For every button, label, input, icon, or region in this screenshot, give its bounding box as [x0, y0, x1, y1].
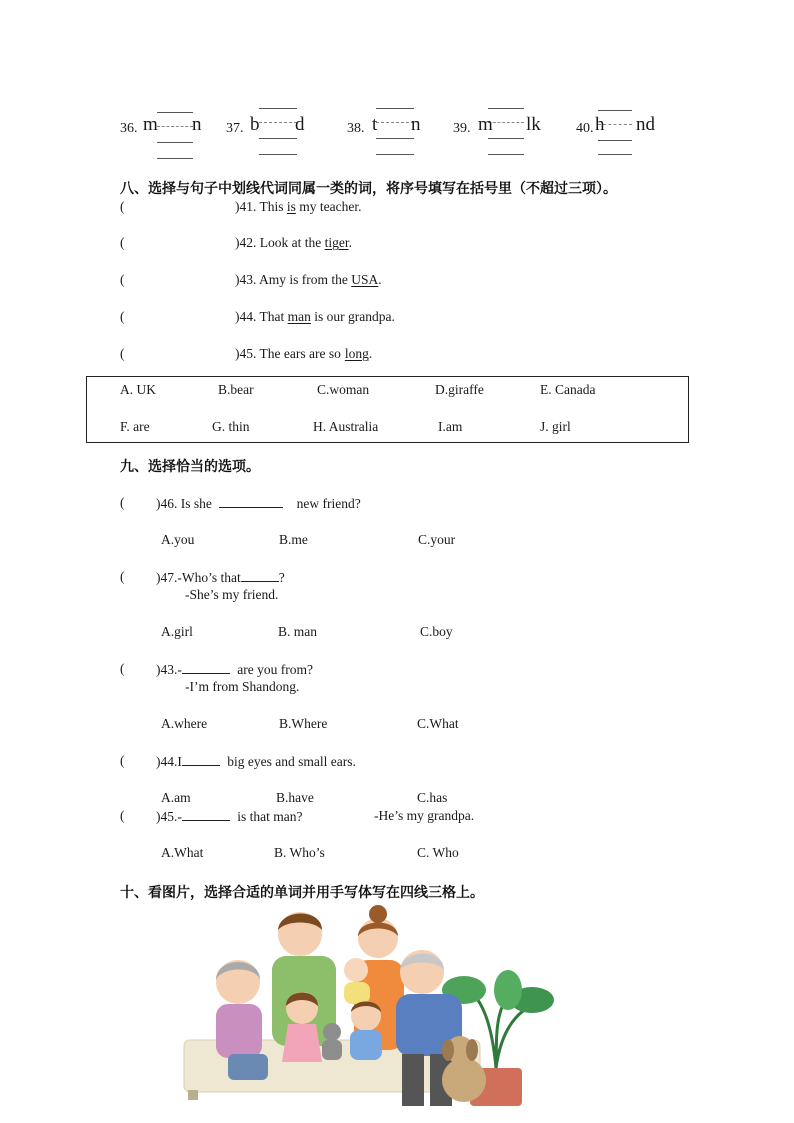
question-text: Amy is from the — [259, 272, 348, 287]
question-text: This — [259, 199, 284, 214]
choice-b: B.me — [279, 532, 308, 547]
choice-a: A.where — [161, 716, 208, 731]
word-options-box — [86, 376, 689, 443]
section-8-title: 八、选择与句子中划线代词同属一类的词，将序号填写在括号里（不超过三项）。 — [120, 181, 617, 197]
question-43 — [235, 272, 382, 288]
family-illustration — [182, 904, 562, 1116]
four-line-grid[interactable] — [259, 104, 297, 160]
answer-bracket[interactable]: ( — [120, 272, 125, 287]
underlined-word: long — [344, 346, 369, 361]
question-text: . — [378, 272, 382, 287]
letter-suffix: n — [192, 114, 202, 135]
section-10-title: 十、看图片，选择合适的单词并用手写体写在四线三格上。 — [120, 885, 484, 901]
plant-leaf — [494, 970, 522, 1010]
question-number: )44. — [235, 309, 257, 324]
dog — [442, 1058, 486, 1102]
girl-dress — [282, 1024, 322, 1062]
cat — [323, 1023, 341, 1041]
answer-blank[interactable] — [182, 753, 220, 766]
letter-suffix: lk — [526, 114, 541, 135]
option-h: H. Australia — [313, 419, 379, 434]
option-j: J. girl — [540, 419, 571, 434]
question-number: )41. — [235, 199, 257, 214]
answer-bracket[interactable]: ( — [120, 235, 125, 250]
dialogue-reply: -She’s my friend. — [185, 587, 279, 602]
question-44 — [235, 309, 395, 325]
choice-b: B.have — [276, 790, 314, 805]
option-a: A. UK — [120, 382, 156, 397]
question-text: That — [259, 309, 285, 324]
question-text: The ears are so — [259, 346, 341, 361]
choice-a: A.am — [161, 790, 191, 805]
question-44-b — [156, 753, 356, 770]
question-number: )42. — [235, 235, 257, 250]
option-b: B.bear — [218, 382, 254, 397]
item-number: 37. — [226, 121, 244, 136]
question-text: ? — [278, 570, 285, 585]
question-text: is our grandpa. — [314, 309, 395, 324]
choice-a: A.you — [161, 532, 195, 547]
choice-c: C.has — [417, 790, 448, 805]
question-text: )44.I — [156, 754, 182, 769]
question-47 — [156, 569, 285, 586]
answer-blank[interactable] — [241, 569, 279, 582]
choice-c: C.What — [417, 716, 459, 731]
question-text: )43.- — [156, 662, 182, 677]
question-43-b — [156, 661, 313, 678]
letter-prefix: m — [478, 114, 493, 135]
question-text: Look at the — [259, 235, 322, 250]
answer-bracket[interactable]: ( — [120, 346, 125, 361]
answer-bracket[interactable]: ( — [120, 495, 125, 510]
item-number: 38. — [347, 121, 365, 136]
letter-suffix: d — [295, 114, 305, 135]
option-e: E. Canada — [540, 382, 596, 397]
letter-prefix: b — [250, 114, 260, 135]
question-text: . — [368, 346, 373, 361]
option-i: I.am — [438, 419, 463, 434]
dialogue-reply: -I’m from Shandong. — [185, 679, 300, 694]
grandma-body — [216, 1004, 262, 1058]
choice-c: C.boy — [420, 624, 453, 639]
dialogue-reply: -He’s my grandpa. — [374, 808, 475, 823]
question-45 — [235, 346, 372, 362]
item-number: 39. — [453, 121, 471, 136]
underlined-word: man — [287, 309, 311, 324]
option-c: C.woman — [317, 382, 370, 397]
question-text: . — [348, 235, 352, 250]
answer-blank[interactable] — [182, 808, 230, 821]
choice-b: B. Who’s — [274, 845, 325, 860]
answer-bracket[interactable]: ( — [120, 808, 125, 823]
answer-bracket[interactable]: ( — [120, 309, 125, 324]
four-line-grid[interactable] — [376, 104, 414, 160]
choice-b: B.Where — [279, 716, 328, 731]
letter-prefix: m — [143, 114, 158, 135]
question-45-b — [156, 808, 302, 825]
question-text: big eyes and small ears. — [227, 754, 356, 769]
letter-suffix: n — [411, 114, 421, 135]
question-text: )47.-Who’s that — [156, 570, 241, 585]
question-number: )45. — [235, 346, 257, 361]
answer-bracket[interactable]: ( — [120, 753, 125, 768]
letter-prefix: t — [372, 114, 378, 135]
question-41 — [235, 199, 362, 215]
letter-prefix: h — [595, 114, 605, 135]
question-46 — [156, 495, 361, 512]
underlined-word: tiger — [324, 235, 349, 250]
answer-bracket[interactable]: ( — [120, 661, 125, 676]
boy-body — [350, 1030, 382, 1060]
answer-bracket[interactable]: ( — [120, 199, 125, 214]
four-line-grid[interactable] — [488, 104, 524, 160]
baby-head — [344, 958, 368, 982]
question-text: )45.- — [156, 809, 182, 824]
answer-bracket[interactable]: ( — [120, 569, 125, 584]
question-text: are you from? — [237, 662, 313, 677]
choice-b: B. man — [278, 624, 317, 639]
item-number: 36. — [120, 121, 138, 136]
choice-c: C. Who — [417, 845, 459, 860]
answer-blank[interactable] — [219, 495, 283, 508]
underlined-word: USA — [351, 272, 379, 287]
underlined-word: is — [286, 199, 296, 214]
choice-a: A.girl — [161, 624, 193, 639]
question-text: new friend? — [296, 496, 361, 511]
choice-c: C.your — [418, 532, 456, 547]
answer-blank[interactable] — [182, 661, 230, 674]
question-42 — [235, 235, 352, 251]
question-number: )43. — [235, 272, 257, 287]
option-f: F. are — [120, 419, 150, 434]
option-d: D.giraffe — [435, 382, 484, 397]
letter-suffix: nd — [636, 114, 655, 135]
item-number: 40. — [576, 121, 594, 136]
question-text: )46. Is she — [156, 496, 212, 511]
question-text: is that man? — [237, 809, 303, 824]
option-g: G. thin — [212, 419, 250, 434]
choice-a: A.What — [161, 845, 204, 860]
four-line-grid[interactable] — [157, 104, 193, 160]
section-9-title: 九、选择恰当的选项。 — [120, 459, 260, 475]
question-text: my teacher. — [299, 199, 362, 214]
